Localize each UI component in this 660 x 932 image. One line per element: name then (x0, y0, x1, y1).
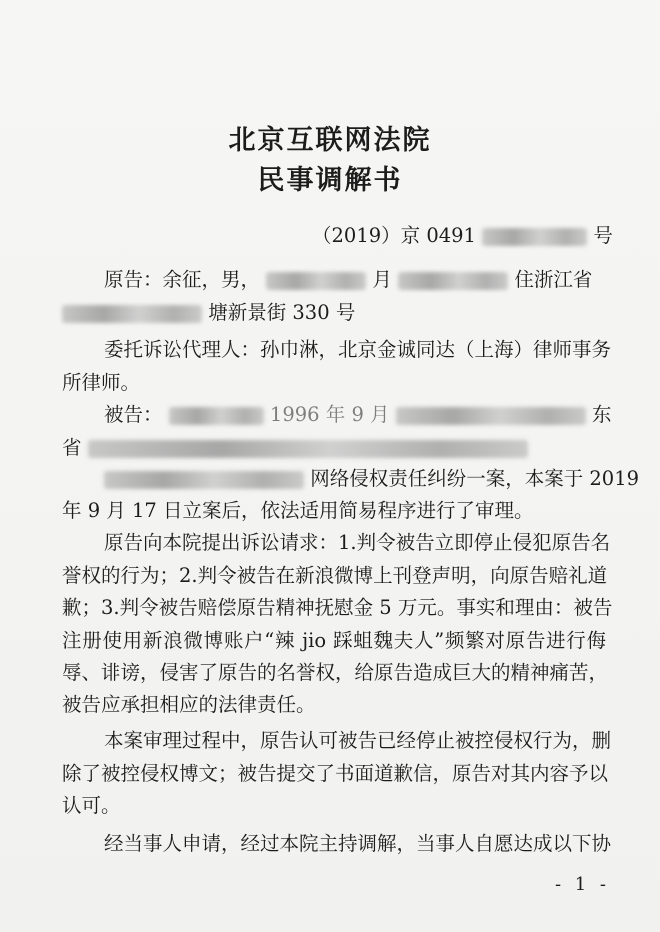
paragraph-2-line-4: 注册使用新浪微博账户“辣 jio 踩蛆魏夫人”频繁对原告进行侮 (62, 629, 606, 652)
court-title: 北京互联网法院 (228, 125, 432, 156)
paragraph-3-line-3: 认可。 (62, 794, 121, 817)
paragraph-2-line-2: 誉权的行为；2.判令被告在新浪微博上刊登声明，向原告赔礼道 (62, 564, 608, 587)
defendant-text: 省 (62, 436, 82, 459)
redacted-address (62, 305, 202, 323)
redacted-name (169, 407, 264, 425)
paragraph-3-line-1: 本案审理过程中，原告认可被告已经停止被控侵权行为，删 (104, 729, 612, 752)
page-number: - 1 - (554, 874, 610, 895)
redacted-info (396, 407, 586, 425)
redacted-birth-date (266, 272, 366, 290)
paragraph-2-line-5: 辱、诽谤，侵害了原告的名誉权，给原告造成巨大的精神痛苦， (62, 661, 609, 684)
plaintiff-text: 月 (372, 268, 392, 291)
paragraph-text: 网络侵权责任纠纷一案，本案于 2019 (310, 467, 640, 490)
defendant-line-1 (104, 401, 612, 429)
defendant-text: 东 (591, 403, 612, 426)
case-number-prefix: （2019）京 0491 (312, 224, 476, 247)
redacted-case-cause (104, 471, 304, 489)
paragraph-2-line-1: 原告向本院提出诉讼请求：1.判令被告立即停止侵犯原告名 (104, 531, 611, 554)
defendant-line-2 (62, 434, 606, 462)
paragraph-2-line-3: 歉；3.判令被告赔偿原告精神抚慰金 5 万元。事实和理由：被告 (62, 596, 613, 619)
defendant-text: 被告： (104, 403, 163, 426)
redacted-address (88, 440, 528, 458)
plaintiff-address-text: 住浙江省 (514, 268, 593, 291)
document-type-title: 民事调解书 (257, 165, 403, 196)
plaintiff-text: 原告：余征，男， (104, 268, 261, 291)
case-number-suffix: 号 (593, 224, 613, 247)
paragraph-4-line-1: 经当事人申请，经过本院主持调解，当事人自愿达成以下协 (104, 832, 612, 855)
paragraph-1-line-1 (104, 465, 640, 493)
case-number (312, 222, 612, 250)
paragraph-1-line-2: 年 9 月 17 日立案后，依法适用简易程序进行了审理。 (62, 499, 534, 522)
plaintiff-line-2 (62, 299, 606, 327)
redacted-info (398, 272, 508, 290)
defendant-text: 1996 年 9 月 (269, 403, 390, 426)
paragraph-3-line-2: 除了被控侵权博文；被告提交了书面道歉信，原告对其内容予以 (62, 762, 609, 785)
agent-line-1: 委托诉讼代理人：孙巾淋，北京金诚同达（上海）律师事务 (104, 338, 612, 361)
redacted-case-number (482, 228, 587, 246)
plaintiff-line-1 (104, 266, 606, 294)
paragraph-2-line-6: 被告应承担相应的法律责任。 (62, 693, 316, 716)
plaintiff-address-text: 塘新景街 330 号 (208, 301, 356, 324)
agent-line-2: 所律师。 (62, 371, 141, 394)
